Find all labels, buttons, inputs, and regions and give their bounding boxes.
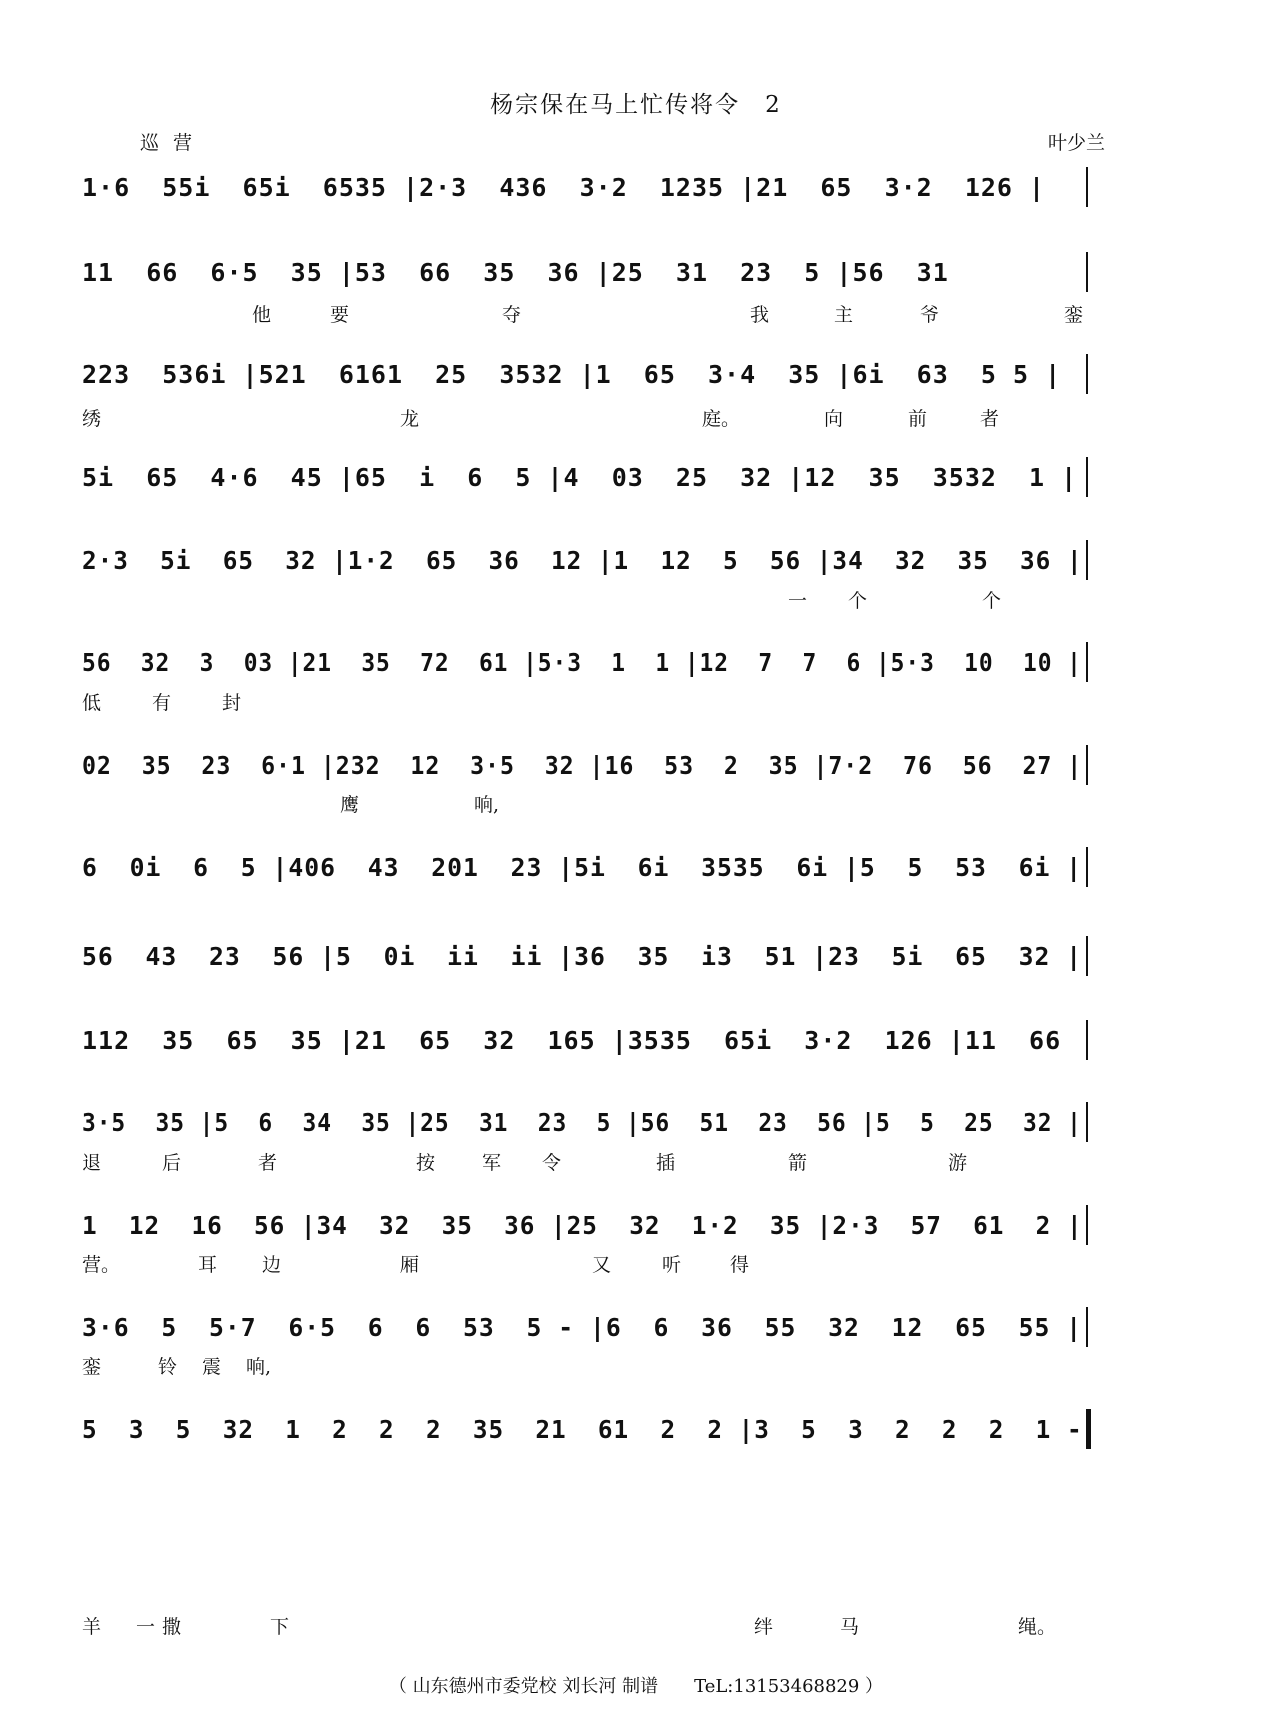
lyric-syllable: 厢 bbox=[400, 1254, 420, 1276]
lyric-line bbox=[82, 1250, 1194, 1278]
barline bbox=[1086, 1307, 1088, 1347]
barline bbox=[1086, 642, 1088, 682]
barline bbox=[1086, 936, 1088, 976]
lyric-syllable: 军 bbox=[482, 1152, 502, 1174]
barline bbox=[1086, 540, 1088, 580]
lyric-syllable: 他 bbox=[252, 304, 272, 326]
staff-row bbox=[82, 1407, 1194, 1453]
barline bbox=[1086, 1020, 1088, 1060]
lyric-syllable: 得 bbox=[730, 1254, 750, 1276]
lyric-syllable: 銮 bbox=[82, 1356, 102, 1378]
notation-line: 5i 65 4·6 45 |65 i 6 5 |4 03 25 32 |12 35 3532 1 | bbox=[82, 463, 1078, 492]
barline bbox=[1086, 847, 1088, 887]
lyric-syllable: 又 bbox=[592, 1254, 612, 1276]
lyric-syllable: 爷 bbox=[920, 304, 940, 326]
lyric-syllable: 退 bbox=[82, 1152, 102, 1174]
lyric-syllable: 夺 bbox=[502, 304, 522, 326]
barline bbox=[1086, 1205, 1088, 1245]
lyric-line bbox=[82, 300, 1194, 328]
staff-row bbox=[82, 1018, 1194, 1064]
barline bbox=[1086, 1102, 1088, 1142]
lyric-syllable: 个 bbox=[848, 590, 868, 612]
lyric-syllable: 銮 bbox=[1064, 304, 1084, 326]
notation-line: 223 536i |521 6161 25 3532 |1 65 3·4 35 |6i 63 5 5 | bbox=[82, 360, 1062, 389]
staff-row bbox=[82, 934, 1194, 980]
lyric-line bbox=[82, 790, 1194, 818]
staff-row bbox=[82, 1100, 1194, 1146]
author-label: 叶少兰 bbox=[1048, 132, 1106, 154]
staff-row bbox=[82, 250, 1194, 296]
lyric-syllable: 封 bbox=[222, 692, 242, 714]
lyric-line bbox=[82, 1148, 1194, 1176]
lyric-syllable: 我 bbox=[750, 304, 770, 326]
notation-line: 56 32 3 03 |21 35 72 61 |5·3 1 1 |12 7 7 6 |5·3 10 10 | bbox=[82, 648, 1082, 677]
lyric-syllable: 有 bbox=[152, 692, 172, 714]
lyric-syllable: 要 bbox=[330, 304, 350, 326]
lyric-syllable: 前 bbox=[908, 408, 928, 430]
lyric-syllable: 震 bbox=[202, 1356, 222, 1378]
lyric-syllable: 铃 bbox=[158, 1356, 178, 1378]
lyric-syllable: 绊 bbox=[754, 1616, 774, 1638]
lyric-syllable: 一 bbox=[788, 590, 808, 612]
notation-line: 1·6 55i 65i 6535 |2·3 436 3·2 1235 |21 65 3·2 126 | bbox=[82, 173, 1046, 202]
lyric-syllable: 绣 bbox=[82, 408, 102, 430]
footer-credit: （ 山东德州市委党校 刘长河 制谱 TeL:13153468829 ） bbox=[388, 1676, 884, 1697]
staff-row bbox=[82, 538, 1194, 584]
lyric-syllable: 响, bbox=[474, 794, 500, 816]
notation-line: 11 66 6·5 35 |53 66 35 36 |25 31 23 5 |56 31 bbox=[82, 258, 949, 287]
staff-row bbox=[82, 640, 1194, 686]
lyric-syllable: 后 bbox=[162, 1152, 182, 1174]
barline bbox=[1086, 252, 1088, 292]
subtitle-label: 巡营 bbox=[140, 132, 207, 154]
lyric-line bbox=[82, 688, 1194, 716]
notation-line: 3·6 5 5·7 6·5 6 6 53 5 - |6 6 36 55 32 12 65 55 | bbox=[82, 1313, 1083, 1342]
lyric-syllable: 主 bbox=[834, 304, 854, 326]
lyric-syllable: 令 bbox=[542, 1152, 562, 1174]
lyric-syllable: 低 bbox=[82, 692, 102, 714]
lyric-syllable: 鹰 bbox=[340, 794, 360, 816]
notation-line: 112 35 65 35 |21 65 32 165 |3535 65i 3·2 126 |11 66 bbox=[82, 1026, 1062, 1055]
lyric-syllable: 按 bbox=[416, 1152, 436, 1174]
notation-line: 1 12 16 56 |34 32 35 36 |25 32 1·2 35 |2·3 57 61 2 | bbox=[82, 1211, 1083, 1240]
staff-row bbox=[82, 845, 1194, 891]
lyric-line bbox=[82, 404, 1194, 432]
lyric-syllable: 响, bbox=[246, 1356, 272, 1378]
lyric-syllable: 庭。 bbox=[702, 408, 741, 430]
lyric-syllable: 营。 bbox=[82, 1254, 121, 1276]
lyric-syllable: 听 bbox=[662, 1254, 682, 1276]
lyric-line bbox=[82, 586, 1194, 614]
staff-row bbox=[82, 165, 1194, 211]
lyric-syllable: 绳。 bbox=[1018, 1616, 1057, 1638]
final-barline bbox=[1086, 1409, 1091, 1449]
notation-line: 5 3 5 32 1 2 2 2 35 21 61 2 2 |3 5 3 2 2 2 1 - bbox=[82, 1415, 1083, 1444]
notation-line: 02 35 23 6·1 |232 12 3·5 32 |16 53 2 35 |7·2 76 56 27 | bbox=[82, 751, 1083, 780]
notation-line: 56 43 23 56 |5 0i ii ii |36 35 i3 51 |23 5i 65 32 | bbox=[82, 942, 1083, 971]
barline bbox=[1086, 457, 1088, 497]
staff-row bbox=[82, 455, 1194, 501]
lyric-syllable: 向 bbox=[824, 408, 844, 430]
barline bbox=[1086, 745, 1088, 785]
lyric-syllable: 者 bbox=[258, 1152, 278, 1174]
staff-row bbox=[82, 1203, 1194, 1249]
lyric-syllable: 插 bbox=[656, 1152, 676, 1174]
lyric-syllable: 下 bbox=[270, 1616, 290, 1638]
lyric-syllable: 马 bbox=[840, 1616, 860, 1638]
final-lyric-line bbox=[82, 1612, 1194, 1640]
lyric-syllable: 耳 bbox=[198, 1254, 218, 1276]
staff-row bbox=[82, 352, 1194, 398]
lyric-syllable: 箭 bbox=[788, 1152, 808, 1174]
notation-line: 6 0i 6 5 |406 43 201 23 |5i 6i 3535 6i |5 5 53 6i | bbox=[82, 853, 1083, 882]
notation-line: 2·3 5i 65 32 |1·2 65 36 12 |1 12 5 56 |34 32 35 36 | bbox=[82, 546, 1083, 575]
lyric-syllable: 撒 bbox=[162, 1616, 182, 1638]
lyric-syllable: 个 bbox=[982, 590, 1002, 612]
staff-row bbox=[82, 743, 1194, 789]
lyric-syllable: 游 bbox=[948, 1152, 968, 1174]
lyric-line bbox=[82, 1352, 1194, 1380]
lyric-syllable: 边 bbox=[262, 1254, 282, 1276]
lyric-syllable: 者 bbox=[980, 408, 1000, 430]
barline bbox=[1086, 354, 1088, 394]
lyric-syllable: 羊 bbox=[82, 1616, 102, 1638]
barline bbox=[1086, 167, 1088, 207]
page-title: 杨宗保在马上忙传将令 2 bbox=[490, 92, 782, 118]
notation-line: 3·5 35 |5 6 34 35 |25 31 23 5 |56 51 23 56 |5 5 25 32 | bbox=[82, 1108, 1082, 1137]
lyric-syllable: 龙 bbox=[400, 408, 420, 430]
staff-row bbox=[82, 1305, 1194, 1351]
lyric-syllable: 一 bbox=[136, 1616, 156, 1638]
